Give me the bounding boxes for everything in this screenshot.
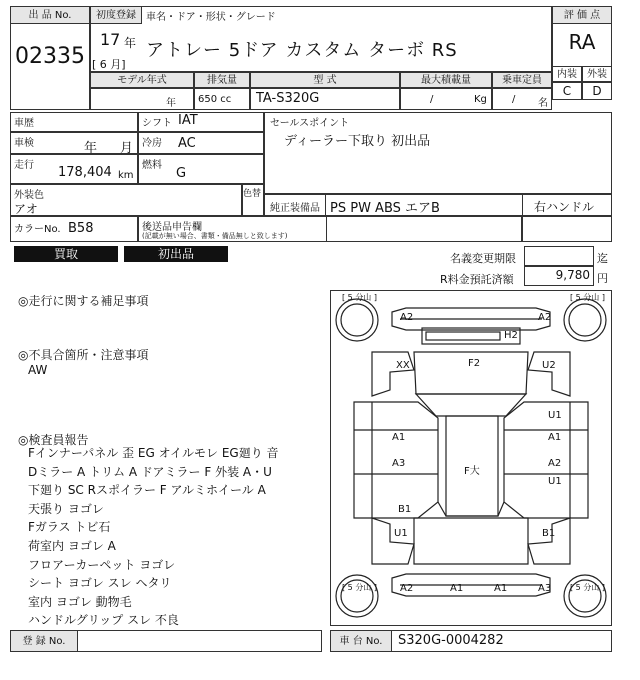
inspection-month: 月 xyxy=(120,141,134,156)
cooling: AC xyxy=(178,136,196,151)
tire-fr-label: [ 5 分山 ] xyxy=(570,293,605,302)
inspector-line: フロアーカーペット ヨゴレ xyxy=(28,557,176,572)
grade: RA xyxy=(568,30,596,54)
tire-rl-unit: 分山 xyxy=(355,583,372,592)
inspection-label: 車検 xyxy=(14,138,34,149)
grade-label: 評 価 点 xyxy=(552,6,612,24)
inspector-line: シート ヨゴレ スレ ヘタリ xyxy=(28,576,172,591)
buy-badge: 買取 xyxy=(14,246,118,262)
ext-color: アオ xyxy=(14,202,38,216)
inspector-line: 荷室内 ヨゴレ A xyxy=(28,538,116,553)
inspector-line: 下廻り SC Rスポイラー F アルミホイール A xyxy=(28,483,266,498)
model-label: 型 式 xyxy=(250,72,400,88)
driving-notes-label: ◎走行に関する補足事項 xyxy=(18,294,149,308)
model-year-cell xyxy=(90,88,194,110)
interior-label: 内装 xyxy=(552,66,582,82)
fuel-label: 燃料 xyxy=(142,160,162,171)
mark-h2: H2 xyxy=(504,330,518,341)
first-reg-year: 17 xyxy=(100,30,121,49)
mark-a2-front-left: A2 xyxy=(400,312,414,323)
car-diagram xyxy=(330,290,612,626)
defects-label: ◎不具合箇所・注意事項 xyxy=(18,348,149,362)
tire-rr-label: [ 5 分山 ] xyxy=(570,583,605,592)
model: TA-S320G xyxy=(256,91,320,106)
first-reg-year-unit: 年 xyxy=(124,36,137,50)
color-no-label: カラーNo. xyxy=(14,224,61,235)
capacity-unit: 名 xyxy=(538,98,548,109)
mark-f2: F2 xyxy=(468,358,481,369)
defects: AW xyxy=(28,363,48,377)
inspector-line: Fガラス トビ石 xyxy=(28,520,111,535)
mark-a1-left: A1 xyxy=(392,432,406,443)
aftermarket-sub-cell-2 xyxy=(522,216,612,242)
mark-a1-rear-2: A1 xyxy=(494,583,508,594)
inspection-year: 年 xyxy=(84,141,98,156)
steering: 右ハンドル xyxy=(534,200,595,214)
mileage-label: 走行 xyxy=(14,160,34,171)
equipment-label: 純正装備品 xyxy=(270,203,320,214)
name-change-label: 名義変更期限 xyxy=(450,252,516,265)
mark-u1-left: U1 xyxy=(394,528,408,539)
mileage-unit: km xyxy=(118,170,134,181)
car-name: アトレー 5ドア カスタム ターボ RS xyxy=(146,40,458,61)
ext-color-cell xyxy=(10,184,242,216)
recycle-label: R料金預託済額 xyxy=(440,273,514,286)
interior-grade: C xyxy=(552,82,582,100)
lot-no-label: 出 品 No. xyxy=(10,6,90,24)
chassis-label: 車 台 No. xyxy=(330,630,392,652)
inspector-line: Fインナーパネル 歪 EG オイルモレ EG廻り 音 xyxy=(28,446,279,460)
name-change-field xyxy=(524,246,594,266)
tire-rr-depth: 5 xyxy=(575,583,581,592)
ext-color-label: 外装色 xyxy=(14,190,44,201)
recycle-unit: 円 xyxy=(597,272,608,285)
sales-point-label: セールスポイント xyxy=(270,118,350,129)
inspector-line: Dミラー A トリム A ドアミラー F 外装 A・U xyxy=(28,464,272,479)
model-year-label: モデル年式 xyxy=(90,72,194,88)
capacity-slash: / xyxy=(512,94,516,105)
tire-rl-label: [ 5 分山 ] xyxy=(342,583,377,592)
tire-fl-label: [ 5 分山 ] xyxy=(342,293,377,302)
mark-a3-left: A3 xyxy=(392,458,406,469)
capacity-label: 乗車定員 xyxy=(492,72,552,88)
sales-point: ディーラー下取り 初出品 xyxy=(284,134,431,149)
mark-xx: XX xyxy=(396,360,410,371)
lot-no: 02335 xyxy=(15,44,85,69)
first-listing-badge: 初出品 xyxy=(124,246,228,262)
inspector-line: 室内 ヨゴレ 動物毛 xyxy=(28,594,132,609)
mark-u1-right: U1 xyxy=(548,410,562,421)
inspector-report-label: ◎検査員報告 xyxy=(18,433,89,447)
displacement-label: 排気量 xyxy=(194,72,250,88)
mark-f-large: F大 xyxy=(464,466,480,477)
max-load-slash: / xyxy=(430,94,434,105)
mark-a1-rear: A1 xyxy=(450,583,464,594)
inspector-line: 天張り ヨゴレ xyxy=(28,501,104,516)
shift: IAT xyxy=(178,113,198,128)
name-change-unit: 迄 xyxy=(597,252,608,265)
aftermarket-note: (記載が無い場合、書類・備品無しと致します) xyxy=(142,232,288,240)
aftermarket-label: 後送品申告欄 xyxy=(142,222,202,233)
first-reg-month: [ 6 月] xyxy=(92,58,126,71)
mark-a2-front-right: A2 xyxy=(538,312,552,323)
shift-label: シフト xyxy=(142,118,172,129)
tire-fl-unit: 分山 xyxy=(355,293,372,302)
mark-b1-right: B1 xyxy=(542,528,556,539)
color-change-label: 色替 xyxy=(243,189,262,199)
color-no: B58 xyxy=(68,221,94,236)
mark-a1-right: A1 xyxy=(548,432,562,443)
inspector-line: ハンドルグリップ スレ 不良 xyxy=(28,613,179,628)
first-reg-label: 初度登録 xyxy=(90,6,142,24)
mark-b1-left: B1 xyxy=(398,504,412,515)
tire-fr-unit: 分山 xyxy=(583,293,600,302)
model-info-label: 車名・ドア・形状・グレード xyxy=(146,12,276,23)
max-load-label: 最大積載量 xyxy=(400,72,492,88)
tire-fl-depth: 5 xyxy=(347,293,353,302)
tire-rr-unit: 分山 xyxy=(583,583,600,592)
mark-a2-rear: A2 xyxy=(400,583,414,594)
tire-rl-depth: 5 xyxy=(347,583,353,592)
chassis-no: S320G-0004282 xyxy=(398,633,504,648)
cooling-label: 冷房 xyxy=(142,138,162,149)
max-load-unit: Kg xyxy=(474,94,487,105)
mark-a3-rear: A3 xyxy=(538,583,552,594)
tire-fr-depth: 5 xyxy=(575,293,581,302)
equipment: PS PW ABS エアB xyxy=(330,201,440,216)
inspector-report-lines xyxy=(28,444,279,630)
mark-u1-right-lower: U1 xyxy=(548,476,562,487)
exterior-grade: D xyxy=(582,82,612,100)
exterior-label: 外装 xyxy=(582,66,612,82)
mileage: 178,404 xyxy=(58,165,112,180)
displacement: 650 cc xyxy=(198,94,232,105)
recycle-value: 9,780 xyxy=(555,268,590,282)
fuel: G xyxy=(176,166,187,181)
model-year-unit: 年 xyxy=(166,98,176,109)
mark-u2: U2 xyxy=(542,360,556,371)
mark-a2-right: A2 xyxy=(548,458,562,469)
history-label: 車歴 xyxy=(14,118,34,129)
aftermarket-sub-cell xyxy=(326,216,522,242)
reg-no-label: 登 録 No. xyxy=(10,630,78,652)
